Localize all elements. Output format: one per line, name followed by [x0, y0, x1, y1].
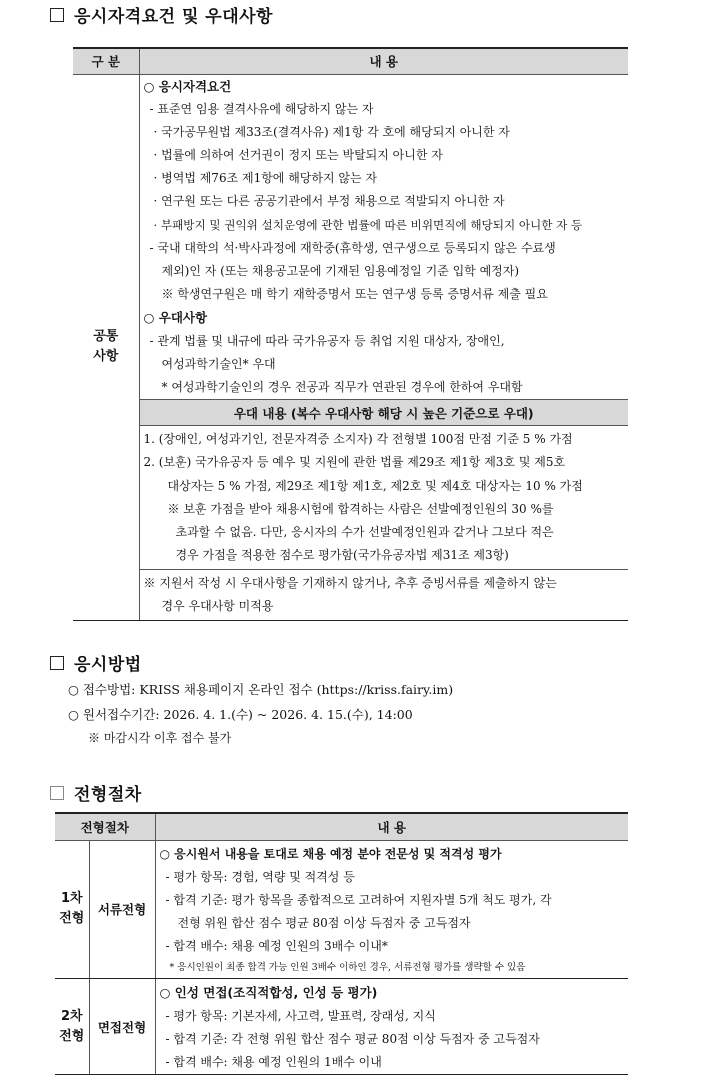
list-item: 경우 가점을 적용한 점수로 평가함(국가유공자법 제31조 제3항)	[175, 548, 509, 563]
section-title-procedure	[50, 780, 142, 805]
list-item: · 부패방지 및 권익위 설치운영에 관한 법률에 따른 비위면직에 해당되지 아니한 자 등	[153, 217, 583, 232]
application-note: ※ 마감시각 이후 접수 불가	[88, 731, 232, 745]
list-item: 제외)인 자 (또는 채용공고문에 기재된 임용예정일 기준 입학 예정자)	[161, 264, 520, 278]
list-item: - 표준연 임용 결격사유에 해당하지 않는 자	[149, 101, 374, 116]
section-title-text: 응시방법	[74, 655, 142, 675]
list-item: * 여성과학기술인의 경우 전공과 직무가 연관된 경우에 한하여 우대함	[161, 379, 523, 394]
list-item: 대상자는 5 % 가점, 제29조 제1항 제1호, 제2호 및 제4호 대상자는 10 % 가점	[167, 478, 583, 493]
stage2-title: ○ 인성 면접(조직적합성, 인성 등 평가)	[159, 985, 378, 1001]
checkbox-square-icon	[50, 786, 64, 800]
list-item: - 합격 기준: 평가 항목을 종합적으로 고려하여 지원자별 5개 척도 평가, 각	[165, 892, 552, 907]
list-item: - 합격 배수: 채용 예정 인원의 1배수 이내	[165, 1055, 382, 1069]
list-item: 전형 위원 합산 점수 평균 80점 이상 득점자 중 고득점자	[177, 916, 471, 931]
preference-subheader: 우대 내용 (복수 우대사항 해당 시 높은 기준으로 우대)	[140, 399, 629, 426]
row-label-common: 공통 사항	[73, 74, 139, 620]
list-item: 여성과학기술인* 우대	[161, 356, 276, 371]
stage2-label: 2차 전형	[55, 979, 89, 1075]
section-title-qualifications	[50, 2, 273, 27]
preference-details	[140, 426, 629, 570]
list-item: ※ 학생연구원은 매 학기 재학증명서 또는 연구생 등록 증명서류 제출 필요	[161, 287, 548, 302]
section-title-text: 응시자격요건 및 우대사항	[74, 7, 273, 27]
qualifications-title: ○ 응시자격요건	[143, 78, 232, 94]
table-header-content: 내 용	[155, 813, 628, 840]
application-method: ○ 접수방법: KRISS 채용페이지 온라인 접수 (https://kriss.fairy.im)	[68, 682, 454, 697]
list-item: 2. (보훈) 국가유공자 등 예우 및 지원에 관한 법률 제29조 제1항 제3호 및 제5호	[143, 455, 566, 470]
application-period: ○ 원서접수기간: 2026. 4. 1.(수) ~ 2026. 4. 15.(수), 14:00	[68, 707, 413, 722]
list-item: - 합격 배수: 채용 예정 인원의 3배수 이내*	[165, 939, 388, 954]
list-item: - 평가 항목: 기본자세, 사고력, 발표력, 장래성, 지식	[165, 1008, 436, 1023]
list-item: - 국내 대학의 석·박사과정에 재학중(휴학생, 연구생으로 등록되지 않은 수료생	[149, 240, 556, 255]
list-item: 경우 우대사항 미적용	[161, 599, 274, 614]
stage2-type: 면접전형	[89, 979, 155, 1075]
list-item: - 관계 법률 및 내규에 따라 국가유공자 등 취업 지원 대상자, 장애인,	[149, 333, 505, 348]
procedure-table	[55, 812, 628, 1075]
section-title-application	[50, 650, 142, 675]
table-header-stage: 전형절차	[55, 813, 155, 840]
list-item: · 연구원 또는 다른 공공기관에서 부정 채용으로 적발되지 아니한 자	[153, 194, 505, 209]
list-item: - 평가 항목: 경험, 역량 및 적격성 등	[165, 869, 355, 884]
stage1-title: ○ 응시원서 내용을 토대로 채용 예정 분야 전문성 및 적격성 평가	[159, 846, 502, 861]
list-item: ※ 보훈 가점을 받아 채용시험에 합격하는 사람은 선발예정인원의 30 %를	[167, 501, 554, 516]
list-item: 초과할 수 없음. 다만, 응시자의 수가 선발예정인원과 같거나 그보다 적은	[175, 524, 554, 539]
stage1-content	[155, 840, 628, 979]
list-item: · 법률에 의하여 선거권이 정지 또는 박탈되지 아니한 자	[153, 148, 443, 163]
common-content	[139, 74, 628, 620]
checkbox-square-icon	[50, 8, 64, 22]
list-item: - 합격 기준: 각 전형 위원 합산 점수 평균 80점 이상 득점자 중 고득점자	[165, 1031, 540, 1046]
preference-note	[140, 570, 629, 619]
preference-title: ○ 우대사항	[143, 310, 208, 326]
table-header-category: 구 분	[73, 48, 139, 74]
stage1-footnote: * 응시인원이 최종 합격 가능 인원 3배수 이하인 경우, 서류전형 평가를 생략할 수 있음	[169, 962, 526, 974]
list-item: · 국가공무원법 제33조(결격사유) 제1항 각 호에 해당되지 아니한 자	[153, 124, 510, 139]
stage1-label: 1차 전형	[55, 840, 89, 979]
stage2-content	[155, 979, 628, 1075]
stage1-type: 서류전형	[89, 840, 155, 979]
qualifications-table	[73, 47, 628, 621]
table-header-content: 내 용	[139, 48, 628, 74]
checkbox-square-icon	[50, 656, 64, 670]
list-item: 1. (장애인, 여성과기인, 전문자격증 소지자) 각 전형별 100점 만점 기준 5 % 가점	[143, 432, 573, 447]
list-item: ※ 지원서 작성 시 우대사항을 기재하지 않거나, 추후 증빙서류를 제출하지 않는	[143, 576, 557, 591]
list-item: · 병역법 제76조 제1항에 해당하지 않는 자	[153, 171, 377, 186]
section-title-text: 전형절차	[74, 785, 142, 805]
